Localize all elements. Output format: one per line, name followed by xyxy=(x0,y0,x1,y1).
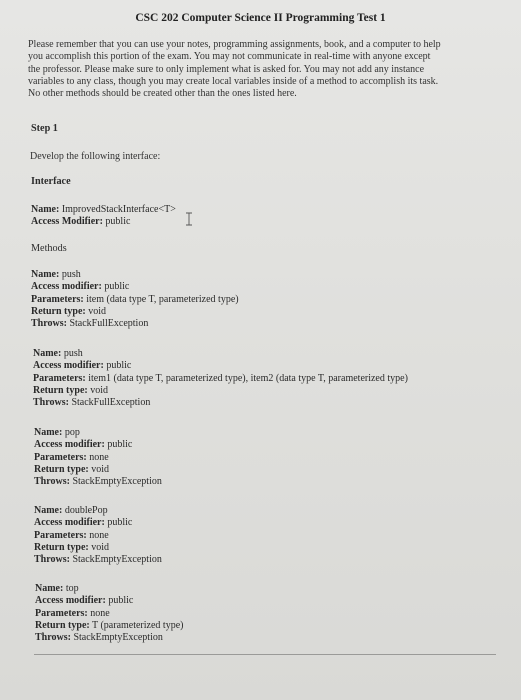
method-access-value: public xyxy=(101,281,130,293)
method-return-row xyxy=(34,542,162,554)
method-name-value: top xyxy=(63,583,79,594)
instructions-line: variables to any class, though you may create local variables inside of a method to accomplish its task. xyxy=(28,75,439,87)
method-name-value: push xyxy=(59,269,81,280)
method-access-value: public xyxy=(105,595,134,607)
method-access-value: public xyxy=(103,360,132,372)
interface-spec xyxy=(31,204,176,229)
method-name-row xyxy=(33,348,408,360)
method-throws-row xyxy=(34,476,162,488)
method-access-label: Access modifier: xyxy=(34,517,105,529)
method-return-value: void xyxy=(88,463,109,475)
method-return-label: Return type: xyxy=(34,463,89,475)
method-access-label: Access modifier: xyxy=(33,360,104,372)
method-name-label: Name: xyxy=(31,269,60,280)
method-params-row xyxy=(34,452,162,464)
step-description: Develop the following interface: xyxy=(30,151,161,162)
method-access-value: public xyxy=(104,517,133,529)
method-params-label: Parameters: xyxy=(34,451,87,463)
instructions-line: No other methods should be created other than the ones listed here. xyxy=(28,88,297,100)
method-params-row xyxy=(31,294,239,306)
method-throws-row xyxy=(31,318,239,330)
method-name-row xyxy=(34,427,162,439)
method-params-value: none xyxy=(86,451,109,463)
method-return-label: Return type: xyxy=(34,541,89,553)
method-name-label: Name: xyxy=(34,427,63,438)
method-params-row xyxy=(34,530,162,542)
interface-modifier-label: Access Modifier: xyxy=(31,216,103,228)
interface-heading: Interface xyxy=(31,176,71,187)
method-name-label: Name: xyxy=(33,348,62,359)
method-params-row xyxy=(33,373,408,385)
method-params-label: Parameters: xyxy=(34,529,87,541)
method-throws-label: Throws: xyxy=(31,318,67,330)
method-name-row xyxy=(35,583,183,595)
method-return-value: T (parameterized type) xyxy=(89,619,184,631)
method-params-label: Parameters: xyxy=(31,293,84,305)
method-access-row xyxy=(31,281,239,293)
method-throws-label: Throws: xyxy=(35,632,71,644)
method-access-value: public xyxy=(104,439,133,451)
method-throws-value: StackEmptyException xyxy=(69,476,162,488)
method-access-label: Access modifier: xyxy=(34,439,105,451)
instructions-line: the professor. Please make sure to only implement what is asked for. You may not add any instance xyxy=(28,63,425,75)
method-spec xyxy=(35,583,183,644)
method-params-value: none xyxy=(86,529,109,541)
interface-name-row xyxy=(31,204,176,216)
method-return-row xyxy=(34,464,162,476)
method-throws-value: StackFullException xyxy=(68,397,151,409)
method-throws-value: StackEmptyException xyxy=(70,632,163,644)
method-return-row xyxy=(33,385,408,397)
text-cursor-icon xyxy=(185,212,193,226)
instructions-paragraph xyxy=(28,39,512,100)
instructions-line: you accomplish this portion of the exam. You may not communicate in real-time with anyone except xyxy=(28,51,431,63)
method-throws-row xyxy=(33,397,408,409)
method-return-value: void xyxy=(85,305,106,317)
method-name-value: push xyxy=(61,348,83,359)
horizontal-rule xyxy=(34,654,496,655)
method-access-row xyxy=(34,439,162,451)
method-access-row xyxy=(35,595,183,607)
method-return-label: Return type: xyxy=(31,305,86,317)
method-return-value: void xyxy=(88,541,109,553)
method-name-value: pop xyxy=(62,427,80,438)
method-access-label: Access modifier: xyxy=(31,281,102,293)
method-name-row xyxy=(31,269,239,281)
interface-modifier-value: public xyxy=(102,216,131,228)
method-return-label: Return type: xyxy=(35,619,90,631)
method-name-value: doublePop xyxy=(62,505,108,516)
step-heading: Step 1 xyxy=(31,123,58,134)
method-access-label: Access modifier: xyxy=(35,595,106,607)
method-throws-value: StackEmptyException xyxy=(69,554,162,566)
document-title: CSC 202 Computer Science II Programming Test 1 xyxy=(135,12,386,24)
method-spec xyxy=(34,427,162,488)
method-name-label: Name: xyxy=(35,583,64,594)
method-spec xyxy=(34,505,162,566)
interface-modifier-row xyxy=(31,216,176,228)
method-throws-row xyxy=(35,632,183,644)
method-throws-value: StackFullException xyxy=(66,318,149,330)
method-params-label: Parameters: xyxy=(35,607,88,619)
method-return-value: void xyxy=(87,384,108,396)
method-params-value: none xyxy=(87,607,110,619)
method-params-row xyxy=(35,608,183,620)
method-name-row xyxy=(34,505,162,517)
method-return-label: Return type: xyxy=(33,384,88,396)
method-throws-label: Throws: xyxy=(34,476,70,488)
instructions-line: Please remember that you can use your notes, programming assignments, book, and a computer to help xyxy=(28,39,441,50)
method-access-row xyxy=(33,360,408,372)
method-throws-label: Throws: xyxy=(34,554,70,566)
method-throws-label: Throws: xyxy=(33,397,69,409)
method-params-value: item1 (data type T, parameterized type), item2 (data type T, parameterized type) xyxy=(85,372,408,384)
interface-name-label: Name: xyxy=(31,204,60,215)
method-params-label: Parameters: xyxy=(33,372,86,384)
interface-name-value: ImprovedStackInterface<T> xyxy=(59,204,176,215)
method-params-value: item (data type T, parameterized type) xyxy=(83,293,239,305)
methods-heading: Methods xyxy=(31,243,67,254)
method-return-row xyxy=(31,306,239,318)
method-throws-row xyxy=(34,554,162,566)
method-spec xyxy=(33,348,408,409)
method-spec xyxy=(31,269,239,330)
method-return-row xyxy=(35,620,183,632)
method-access-row xyxy=(34,517,162,529)
method-name-label: Name: xyxy=(34,505,63,516)
